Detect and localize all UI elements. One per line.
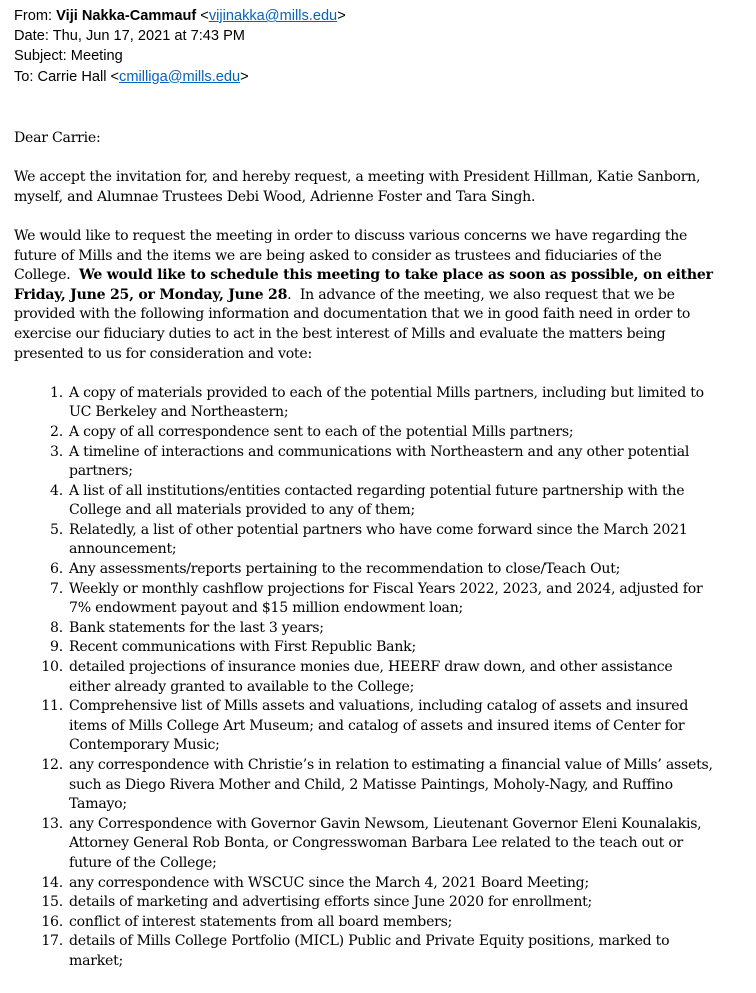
- list-item: [14, 384, 742, 423]
- list-item-line: Comprehensive list of Mills assets and valuations, including catalog of assets and insured: [69, 698, 689, 715]
- list-item-number: 3.: [50, 443, 63, 460]
- date-row: [14, 26, 346, 46]
- email-body: [14, 129, 742, 972]
- from-label: From:: [14, 8, 53, 24]
- list-item-line: Tamayo;: [69, 796, 127, 813]
- paragraph-line-rest: . In advance of the meeting, we also request that we be: [287, 286, 675, 303]
- list-item-line: partners;: [69, 463, 133, 480]
- list-item: [14, 756, 742, 815]
- list-item-line: A list of all institutions/entities contacted regarding potential future partnership with the: [69, 482, 685, 499]
- list-item-line: any Correspondence with Governor Gavin Newsom, Lieutenant Governor Eleni Kounalakis,: [69, 815, 702, 832]
- from-name: Viji Nakka-Cammauf: [56, 8, 197, 24]
- list-item-line: Contemporary Music;: [69, 737, 220, 754]
- list-item-number: 16.: [41, 913, 63, 930]
- subject-row: [14, 46, 346, 66]
- list-item-number: 9.: [50, 639, 63, 656]
- list-item: [14, 874, 742, 894]
- list-item-line: Recent communications with First Republic Bank;: [69, 639, 416, 656]
- to-name: Carrie Hall: [37, 68, 107, 85]
- list-item-number: 6.: [50, 561, 63, 578]
- subject-label: Subject:: [14, 48, 67, 65]
- list-item-number: 11.: [41, 698, 63, 715]
- to-email-link[interactable]: cmilliga@mills.edu: [119, 68, 241, 85]
- greeting: Dear Carrie:: [14, 130, 101, 146]
- paragraph-request: [14, 227, 742, 364]
- list-item-line: Bank statements for the last 3 years;: [69, 619, 324, 636]
- list-item: [14, 482, 742, 521]
- list-item: [14, 697, 742, 756]
- paragraph-invitation: [14, 168, 742, 207]
- list-item-line: UC Berkeley and Northeastern;: [69, 404, 289, 421]
- list-item-number: 13.: [41, 815, 63, 832]
- list-item: [14, 913, 742, 933]
- paragraph-line: We accept the invitation for, and hereby request, a meeting with President Hillman, Katie Sanborn,: [14, 169, 701, 186]
- list-item: [14, 658, 742, 697]
- list-item-line: A copy of all correspondence sent to each of the potential Mills partners;: [69, 423, 574, 440]
- date-label: Date:: [14, 28, 49, 45]
- list-item-number: 17.: [41, 933, 63, 950]
- paragraph-line: exercise our fiduciary duties to act in the best interest of Mills and evaluate the matters being: [14, 325, 666, 342]
- paragraph-line-start: College.: [14, 267, 79, 284]
- paragraph-line: presented to us for consideration and vote:: [14, 345, 312, 362]
- schedule-request-bold: We would like to schedule this meeting to take place as soon as possible, on either: [78, 267, 713, 284]
- list-item-number: 7.: [50, 580, 63, 597]
- paragraph-line: [14, 286, 742, 306]
- subject-value: Meeting: [70, 48, 123, 65]
- list-item-line: Weekly or monthly cashflow projections for Fiscal Years 2022, 2023, and 2024, adjusted for: [69, 580, 703, 597]
- list-item-number: 2.: [50, 423, 63, 440]
- list-item-line: future of the College;: [69, 854, 217, 871]
- list-item: [14, 580, 742, 619]
- list-item-number: 12.: [41, 757, 63, 773]
- list-item-number: 4.: [50, 482, 63, 499]
- meeting-dates-bold: Friday, June 25, or Monday, June 28: [14, 286, 288, 303]
- list-item: [14, 443, 742, 482]
- list-item: [14, 815, 742, 874]
- list-item: [14, 932, 742, 971]
- paragraph-line: provided with the following information and documentation that we in good faith need in order to: [14, 306, 691, 323]
- list-item-line: such as Diego Rivera Mother and Child, 2 Matisse Paintings, Moholy-Nagy, and Ruffino: [69, 776, 673, 793]
- list-item-number: 14.: [41, 874, 63, 891]
- list-item-line: A timeline of interactions and communications with Northeastern and any other potential: [69, 443, 690, 460]
- list-item-line: Any assessments/reports pertaining to the recommendation to close/Teach Out;: [69, 561, 621, 578]
- list-item-line: details of marketing and advertising efforts since June 2020 for enrollment;: [69, 894, 593, 911]
- paragraph-line: [14, 266, 742, 286]
- email-header: [14, 6, 346, 87]
- date-value: Thu, Jun 17, 2021 at 7:43 PM: [52, 28, 245, 45]
- list-item: [14, 619, 742, 639]
- from-email-link[interactable]: vijinakka@mills.edu: [208, 8, 338, 24]
- list-item-line: either already granted to available to the College;: [69, 678, 415, 695]
- list-item: [14, 638, 742, 658]
- paragraph-line: We would like to request the meeting in order to discuss various concerns we have regarding the: [14, 227, 688, 244]
- list-item-line: College and all materials provided to any of them;: [69, 502, 415, 519]
- list-item-line: detailed projections of insurance monies due, HEERF draw down, and other assistance: [69, 659, 673, 676]
- list-item-line: any correspondence with Christie’s in relation to estimating a financial value of Mills’ assets,: [69, 757, 713, 773]
- list-item-line: conflict of interest statements from all board members;: [69, 913, 453, 930]
- list-item-number: 10.: [41, 659, 63, 676]
- list-item-line: Relatedly, a list of other potential partners who have come forward since the March 2021: [69, 521, 688, 538]
- list-item-number: 15.: [41, 894, 63, 911]
- list-item-line: market;: [69, 952, 124, 969]
- list-item-number: 1.: [50, 384, 63, 401]
- list-item-line: 7% endowment payout and $15 million endowment loan;: [69, 600, 464, 617]
- list-item-number: 8.: [50, 619, 63, 636]
- to-label: To:: [14, 68, 34, 85]
- list-item-line: announcement;: [69, 541, 177, 558]
- to-row: To: Carrie Hall <cmilliga@mills.edu>: [14, 68, 249, 85]
- list-item-line: any correspondence with WSCUC since the March 4, 2021 Board Meeting;: [69, 874, 589, 891]
- list-item: [14, 423, 742, 443]
- list-item-line: items of Mills College Art Museum; and catalog of assets and insured items of Center for: [69, 717, 685, 734]
- list-item-number: 5.: [50, 521, 63, 538]
- list-item-line: details of Mills College Portfolio (MICL) Public and Private Equity positions, marked to: [69, 933, 670, 950]
- list-item-line: A copy of materials provided to each of the potential Mills partners, including but limited to: [69, 384, 704, 401]
- list-item: [14, 521, 742, 560]
- list-item-line: Attorney General Rob Bonta, or Congresswoman Barbara Lee related to the teach out or: [69, 835, 684, 852]
- from-row: From: Viji Nakka-Cammauf <vijinakka@mills.edu>: [14, 8, 346, 24]
- list-item: [14, 893, 742, 913]
- list-item: [14, 560, 742, 580]
- paragraph-line: future of Mills and the items we are being asked to consider as trustees and fiduciaries of the: [14, 247, 662, 264]
- request-list: [14, 384, 742, 972]
- paragraph-line: myself, and Alumnae Trustees Debi Wood, Adrienne Foster and Tara Singh.: [14, 188, 536, 205]
